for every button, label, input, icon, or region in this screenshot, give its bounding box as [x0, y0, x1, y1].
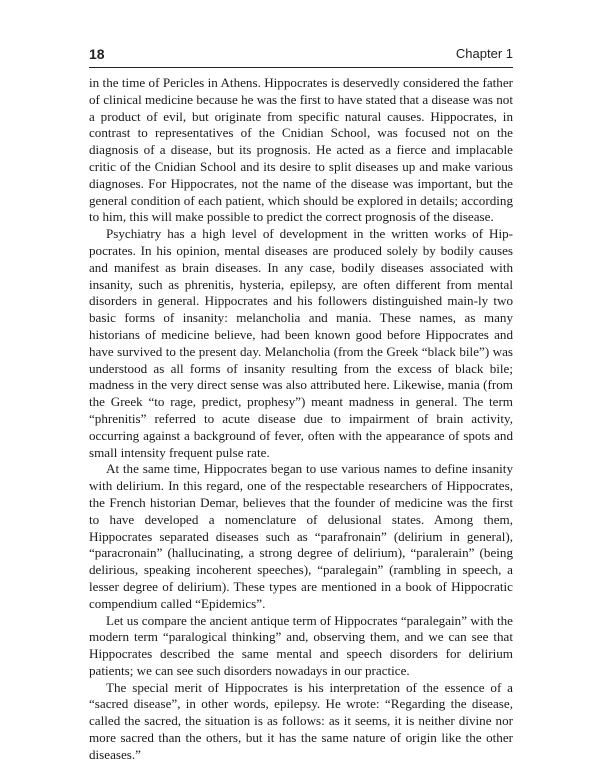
running-header [89, 46, 513, 64]
paragraph-4: Let us compare the ancient antique term of Hippocrates “paralegain” with the modern term “paralogical thinking” and, observing them, and we can see that Hippocrates described the same mental and speech disorders for delirium patients; we can see such disorders nowadays in our practice. [89, 612, 513, 678]
paragraph-1: in the time of Pericles in Athens. Hippocrates is deservedly considered the father of clinical medicine because he was the first to have stated that a disease was not a product of evil, but originate from specific natural causes. Hippocrates, in contrast to representatives of the Cnidian School, was focused not on the diagnosis of a disease, but its prognosis. He acted as a fierce and implacable critic of the Cnidian School and its desire to split diseases up and make various diagnoses. For Hippocrates, not the name of the disease was important, but the general condition of each patient, which should be explored in details; according to him, this will make possible to predict the correct prognosis of the disease. [89, 75, 513, 225]
paragraph-5: The special merit of Hippocrates is his interpretation of the essence of a “sacred disease”, in other words, epilepsy. He wrote: “Regarding the disease, called the sacred, the situation is as follows: as it seems, it is neither divine nor more sacred than the others, but it has the same nature of origin like the other diseases.” [89, 679, 513, 762]
paragraph-2: Psychiatry has a high level of development in the written works of Hip-pocrates. In his opinion, mental diseases are produced solely by bodily causes and manifest as brain diseases. In any case, bodily diseases associated with insanity, such as phrenitis, hysteria, epilepsy, are often different from mental disorders in general. Hippocrates and his followers distinguished main-ly two basic forms of insanity: melancholia and mania. These names, as many historians of medicine believe, had been known good before Hippocrates and have survived to the present day. Melancholia (from the Greek “black bile”) was understood as all forms of insanity resulting from the excess of black bile; madness in the very direct sense was also attributed here. Likewise, mania (from the Greek “to rage, predict, prophesy”) meant madness in general. The term “phrenitis” referred to acute disease due to impairment of brain activity, occurring against a background of fever, often with the appearance of spots and small intensity frequent pulse rate. [89, 226, 513, 460]
chapter-label: Chapter 1 [455, 46, 513, 61]
page-number: 18 [89, 46, 105, 62]
paragraph-3: At the same time, Hippocrates began to use various names to define insanity with delirium. In this regard, one of the respectable researchers of Hippocrates, the French historian Demar, believes that the founder of medicine was the first to have developed a nomenclature of delusional states. Among them, Hippocrates separated diseases such as “parafronain” (delirium in general), “paracronain” (hallucinating, a strong degree of delirium), “paralerain” (being delirious, speaking incoherent speeches), “paralegain” (rambling in speech, a lesser degree of delirium). These types are mentioned in a book of Hippocratic compendium called “Epidemics”. [89, 461, 513, 611]
body-text [89, 75, 513, 764]
header-rule [89, 67, 513, 68]
